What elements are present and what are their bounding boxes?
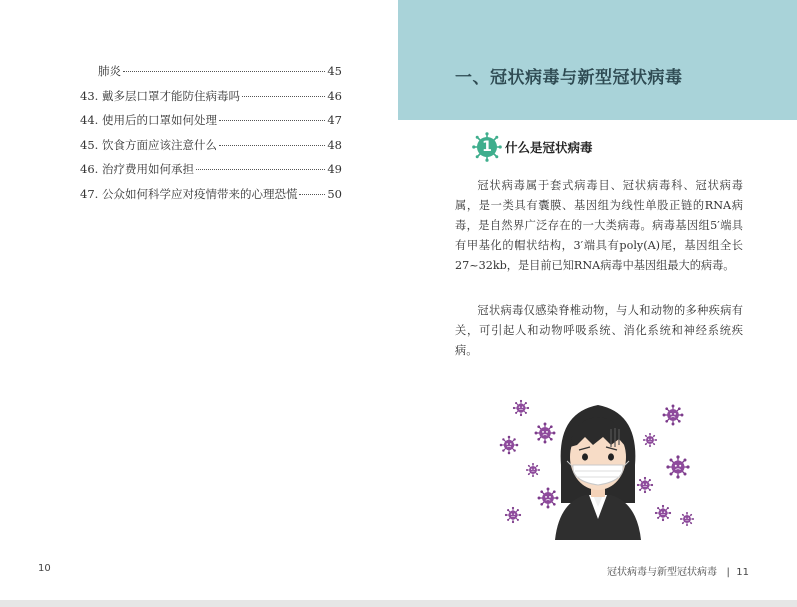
section-number: 1	[482, 139, 492, 155]
viewer-bottom-strip	[0, 600, 797, 607]
toc-page-number: 47	[327, 113, 342, 127]
section-heading	[472, 132, 593, 162]
toc-entry-title: 43. 戴多层口罩才能防住病毒吗	[80, 88, 240, 103]
toc-row[interactable]	[80, 112, 342, 137]
left-page	[0, 0, 398, 600]
toc-entry-title: 45. 饮食方面应该注意什么	[80, 137, 217, 152]
running-footer-title: 冠状病毒与新型冠状病毒	[606, 567, 717, 578]
left-page-number: 10	[38, 563, 51, 574]
toc-leader-dots	[123, 71, 325, 72]
toc-entry-title: 肺炎	[98, 64, 121, 78]
table-of-contents	[80, 63, 342, 210]
toc-leader-dots	[196, 169, 325, 170]
girl-figure	[555, 405, 641, 540]
right-page-number: 11	[736, 567, 749, 578]
footer-separator: |	[720, 567, 734, 578]
toc-page-number: 49	[327, 162, 342, 176]
virus-number-badge-icon	[472, 132, 502, 162]
section-title: 什么是冠状病毒	[505, 140, 593, 155]
toc-row[interactable]	[80, 186, 342, 211]
toc-leader-dots	[242, 96, 325, 97]
toc-row[interactable]	[80, 63, 342, 88]
body-paragraph: 冠状病毒仅感染脊椎动物，与人和动物的多种疾病有关，可引起人和动物呼吸系统、消化系统和神经系统疾病。	[455, 304, 743, 357]
toc-page-number: 45	[327, 64, 342, 78]
toc-entry-title: 46. 治疗费用如何承担	[80, 162, 194, 176]
toc-leader-dots	[219, 120, 325, 121]
toc-page-number: 48	[327, 137, 342, 152]
toc-row[interactable]	[80, 137, 342, 162]
toc-entry-title: 47. 公众如何科学应对疫情带来的心理恐慌	[80, 186, 298, 201]
running-footer	[607, 563, 749, 578]
toc-row[interactable]	[80, 88, 342, 113]
body-paragraph: 冠状病毒属于套式病毒目、冠状病毒科、冠状病毒属，是一类具有囊膜、基因组为线性单股正链的RNA病毒，是自然界广泛存在的一大类病毒。病毒基因组5′端具有甲基化的帽状结构，3′端具有poly(A)尾，基因组全长27~32kb，是目前已知RNA病毒中基因组最大的病毒。	[455, 179, 743, 272]
toc-entry-title: 44. 使用后的口罩如何处理	[80, 113, 217, 127]
toc-leader-dots	[219, 145, 325, 146]
toc-page-number: 46	[327, 88, 342, 103]
toc-row[interactable]	[80, 161, 342, 186]
right-page	[398, 0, 797, 600]
toc-page-number: 50	[327, 186, 342, 201]
chapter-banner	[398, 0, 797, 120]
toc-leader-dots	[299, 194, 325, 195]
chapter-title: 一、冠状病毒与新型冠状病毒	[455, 68, 683, 88]
worried-girl-with-mask-illustration	[493, 395, 703, 540]
